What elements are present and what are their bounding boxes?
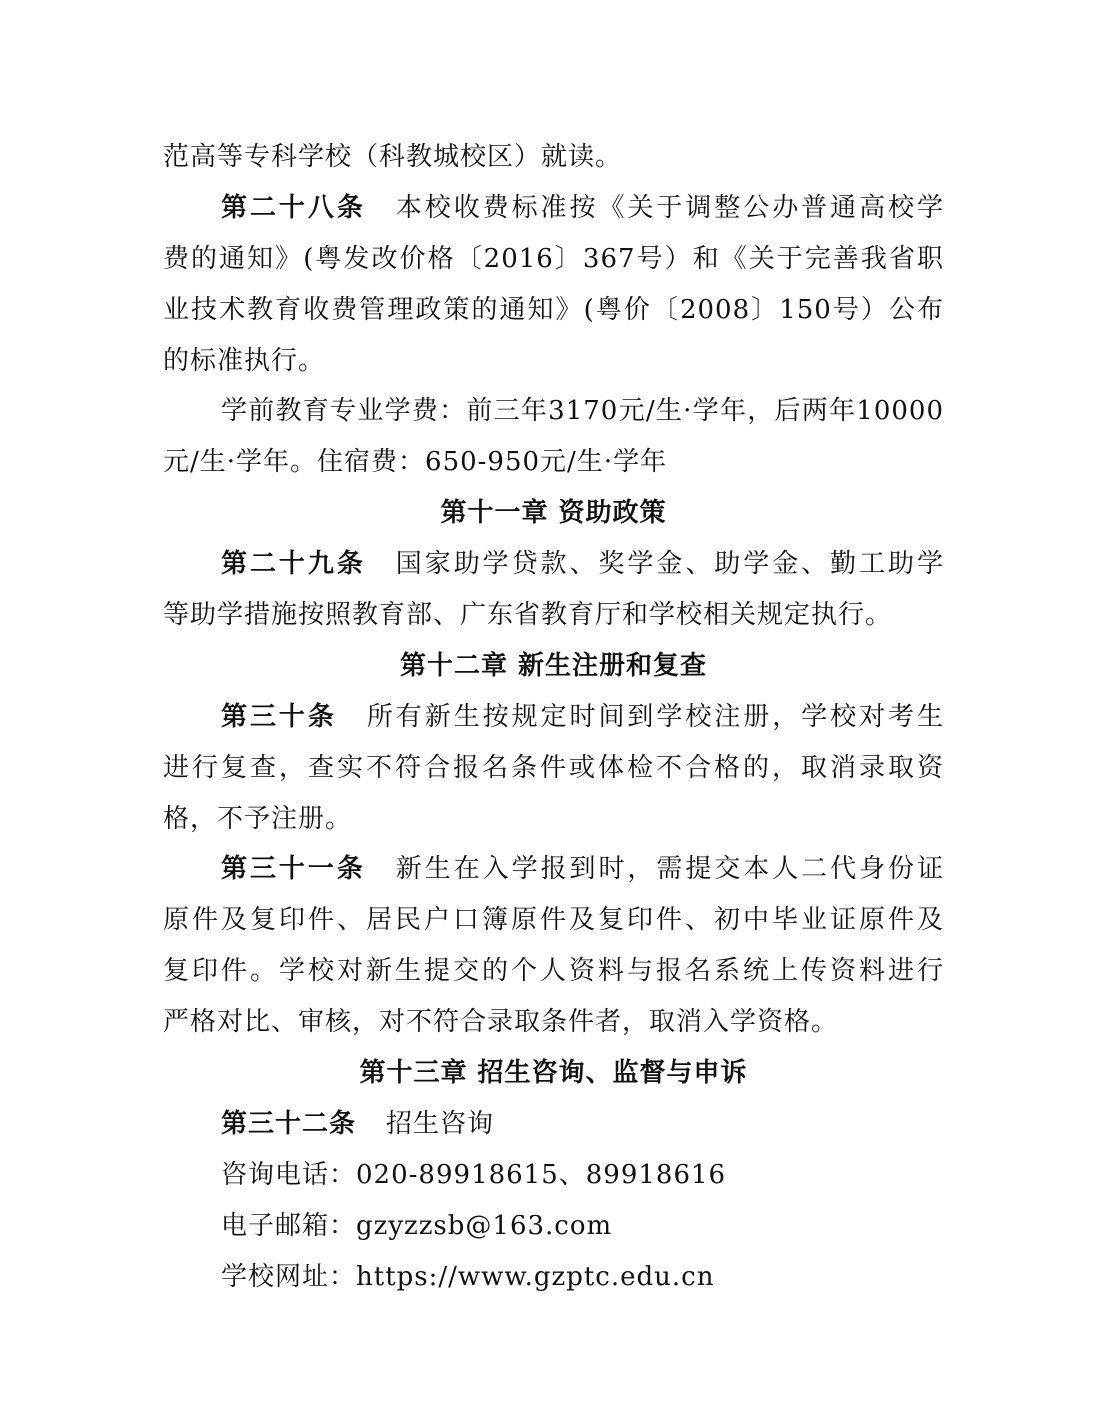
article-30-line: 进行复查，查实不符合报名条件或体检不合格的，取消录取资 xyxy=(163,752,944,783)
document-page xyxy=(163,132,944,1302)
article-29-label: 第二十九条 xyxy=(221,549,366,580)
chapter-13-heading: 第十三章 招生咨询、监督与申诉 xyxy=(359,1058,748,1089)
article-28-line: 费的通知》(粤发改价格〔2016〕367号）和《关于完善我省职 xyxy=(163,243,944,274)
chapter-11-heading: 第十一章 资助政策 xyxy=(440,498,667,529)
article-31-line: 严格对比、审核，对不符合录取条件者，取消入学资格。 xyxy=(163,1007,839,1038)
article-28-line: 的标准执行。 xyxy=(163,345,326,376)
contact-website: 学校网址：https://www.gzptc.edu.cn xyxy=(221,1261,715,1292)
article-31-text: 新生在入学报到时，需提交本人二代身份证 xyxy=(395,854,944,885)
article-29-text: 国家助学贷款、奖学金、助学金、勤工助学 xyxy=(395,549,944,580)
article-31-line: 复印件。学校对新生提交的个人资料与报名系统上传资料进行 xyxy=(163,956,944,987)
article-29-line: 等助学措施按照教育部、广东省教育厅和学校相关规定执行。 xyxy=(163,600,893,631)
article-32-text: 招生咨询 xyxy=(386,1108,495,1139)
article-31-line xyxy=(163,844,944,895)
article-28-line xyxy=(163,183,944,234)
article-28-line: 业技术教育收费管理政策的通知》(粤价〔2008〕150号）公布 xyxy=(163,294,944,325)
article-31-label: 第三十一条 xyxy=(221,854,366,885)
article-30-line xyxy=(163,692,944,743)
article-31-line: 原件及复印件、居民户口簿原件及复印件、初中毕业证原件及 xyxy=(163,905,944,936)
article-28-label: 第二十八条 xyxy=(221,192,366,223)
article-30-label: 第三十条 xyxy=(221,701,337,732)
chapter-12-heading: 第十二章 新生注册和复查 xyxy=(399,650,708,681)
article-32-line xyxy=(163,1099,944,1150)
article-30-text: 所有新生按规定时间到学校注册，学校对考生 xyxy=(366,701,944,732)
contact-email: 电子邮箱：gzyzzsb@163.com xyxy=(221,1210,613,1241)
paragraph-line: 范高等专科学校（科教城校区）就读。 xyxy=(163,142,623,172)
article-30-line: 格，不予注册。 xyxy=(163,803,353,834)
article-28-text: 本校收费标准按《关于调整公办普通高校学 xyxy=(395,192,944,223)
fees-line: 元/生·学年。住宿费：650-950元/生·学年 xyxy=(163,447,668,478)
fees-line: 学前教育专业学费：前三年3170元/生·学年，后两年10000 xyxy=(221,396,944,427)
contact-phone: 咨询电话：020-89918615、89918616 xyxy=(221,1159,727,1190)
article-29-line xyxy=(163,539,944,590)
article-32-label: 第三十二条 xyxy=(221,1108,357,1139)
